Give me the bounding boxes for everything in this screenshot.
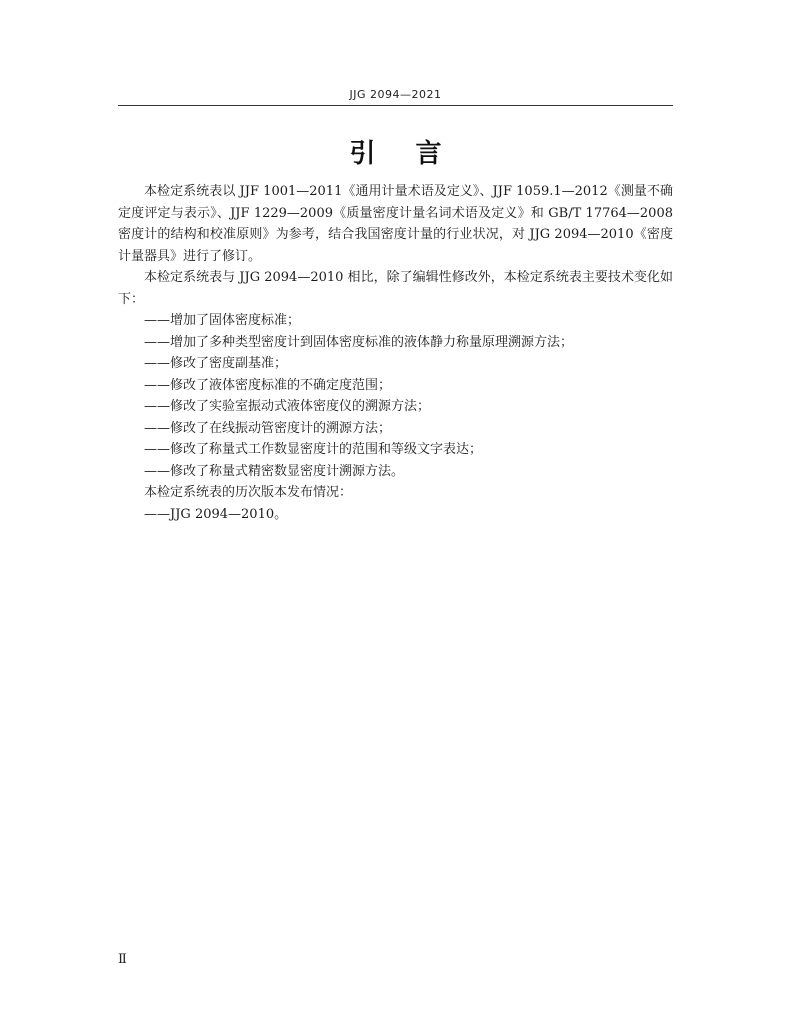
document-body xyxy=(118,181,673,525)
history-heading: 本检定系统表的历次版本发布情况： xyxy=(144,485,353,500)
list-item: ——修改了称量式工作数显密度计的范围和等级文字表达； xyxy=(144,442,483,457)
list-item: ——增加了多种类型密度计到固体密度标准的液体静力称量原理溯源方法； xyxy=(144,334,574,350)
intro-paragraph: 本检定系统表以 JJF 1001—2011《通用计量术语及定义》、JJF 1059.1—2012《测量不确定度评定与表示》、JJF 1229—2009《质量密度计量名词术语及定义》和 GB/T 17764—2008 密度计的结构和校准原则》为参考，结合我国密度计量的行业状况，对 JJG 2094—2010《密度计量器具》进行了修订。 xyxy=(118,184,673,264)
changes-list xyxy=(118,310,673,482)
header-rule xyxy=(118,105,673,106)
list-item: ——修改了实验室振动式液体密度仪的溯源方法； xyxy=(144,399,431,414)
changes-intro-paragraph: 本检定系统表与 JJG 2094—2010 相比，除了编辑性修改外，本检定系统表主要技术变化如下： xyxy=(118,270,673,307)
list-item: ——修改了密度副基准； xyxy=(144,356,288,371)
list-item: ——修改了称量式精密数显密度计溯源方法。 xyxy=(144,463,405,479)
list-item: ——JJG 2094—2010。 xyxy=(144,506,288,522)
page-number: Ⅱ xyxy=(118,952,127,967)
list-item: ——增加了固体密度标准； xyxy=(144,313,301,328)
document-code: JJG 2094—2021 xyxy=(349,88,442,101)
list-item: ——修改了液体密度标准的不确定度范围； xyxy=(144,377,392,393)
page-title: 引言 xyxy=(349,139,482,169)
list-item: ——修改了在线振动管密度计的溯源方法； xyxy=(144,420,392,436)
history-list xyxy=(118,504,673,526)
